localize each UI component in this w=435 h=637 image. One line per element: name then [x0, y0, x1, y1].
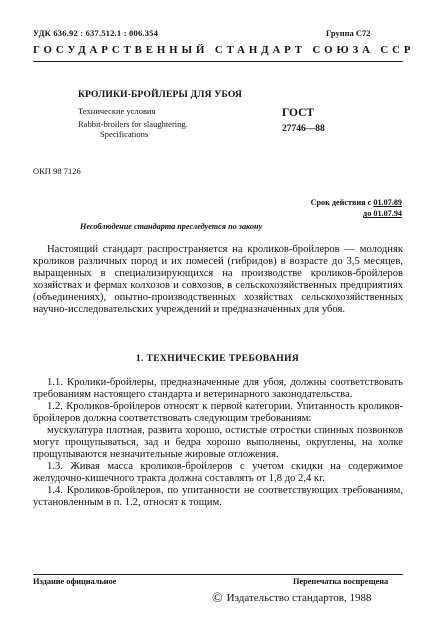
document-title-english [78, 119, 228, 139]
violation-notice: Несоблюдение стандарта преследуется по закону [80, 222, 263, 231]
validity-to: 01.07.94 [373, 209, 402, 218]
group-code: Группа С72 [326, 28, 371, 38]
section-heading: 1. ТЕХНИЧЕСКИЕ ТРЕБОВАНИЯ [135, 354, 300, 364]
clause-1-2-requirements: мускулатура плотная, развита хорошо, остистые отростки спинных позвонков могут прощупываться, зад и бедра хорошо выполнены, округлены, на холке прощупываются незначительные жировые отложения. [33, 425, 403, 460]
footer-divider [33, 574, 403, 575]
copyright-line [212, 591, 371, 607]
title-en-line1: Rabbit-broilers for slaughtering. [78, 119, 188, 129]
document-title: КРОЛИКИ-БРОЙЛЕРЫ ДЛЯ УБОЯ [78, 90, 243, 100]
intro-paragraph: Настоящий стандарт распространяется на кроликов-бройлеров — молодняк кроликов различных пород и их помесей (гибридов) в возрасте до 3,5 месяцев, выращенных в специализирующихся на производстве кроликов-бройлеров хозяйствах и фермах колхозов и совхозов, в сельскохозяйственных предприятиях (объединениях), опытно-производственных хозяйствах сельскохозяйственных научно-исследовательских учреждений и предназначенных для убоя. [33, 244, 403, 315]
clause-1-4: 1.4. Кроликов-бройлеров, по упитанности не соответствующих требованиям, установленным в п. 1.2, относят к тощим. [33, 485, 403, 508]
gost-number: 27746—88 [282, 124, 325, 134]
standard-title: ГОСУДАРСТВЕННЫЙ СТАНДАРТ СОЮЗА ССР [33, 44, 415, 56]
okp-code: ОКП 98 7126 [33, 166, 81, 176]
validity-label: Срок действия с [310, 198, 372, 207]
gost-label: ГОСТ [282, 107, 315, 119]
document-subtitle: Технические условия [78, 106, 156, 116]
copyright-text: Издательство стандартов, 1988 [226, 592, 372, 604]
udk-code: УДК 636.92 : 637.512.1 : 006.354 [33, 28, 159, 38]
title-en-line2: Specifications [100, 129, 149, 139]
validity-from: 01.07.89 [373, 198, 402, 207]
header-divider [33, 61, 403, 62]
validity-period [280, 197, 402, 219]
official-edition-label: Издание официальное [33, 577, 117, 586]
clause-1-1: 1.1. Кролики-бройлеры, предназначенные для убоя, должны соответствовать требованиям настоящего стандарта и ветеринарного законодательства. [33, 377, 403, 400]
clause-1-3: 1.3. Живая масса кроликов-бройлеров с учетом скидки на содержимое желудочно-кишечного тракта должна составлять от 1,8 до 2,4 кг. [33, 461, 403, 484]
validity-to-label: до [363, 209, 372, 218]
section-body [33, 377, 403, 509]
copyright-icon: © [212, 591, 223, 606]
clause-1-2: 1.2. Кроликов-бройлеров относят к первой категории. Упитанность кроликов-бройлеров должна соответствовать следующим требованиям: [33, 401, 403, 424]
reprint-notice: Перепечатка воспрещена [293, 577, 389, 586]
